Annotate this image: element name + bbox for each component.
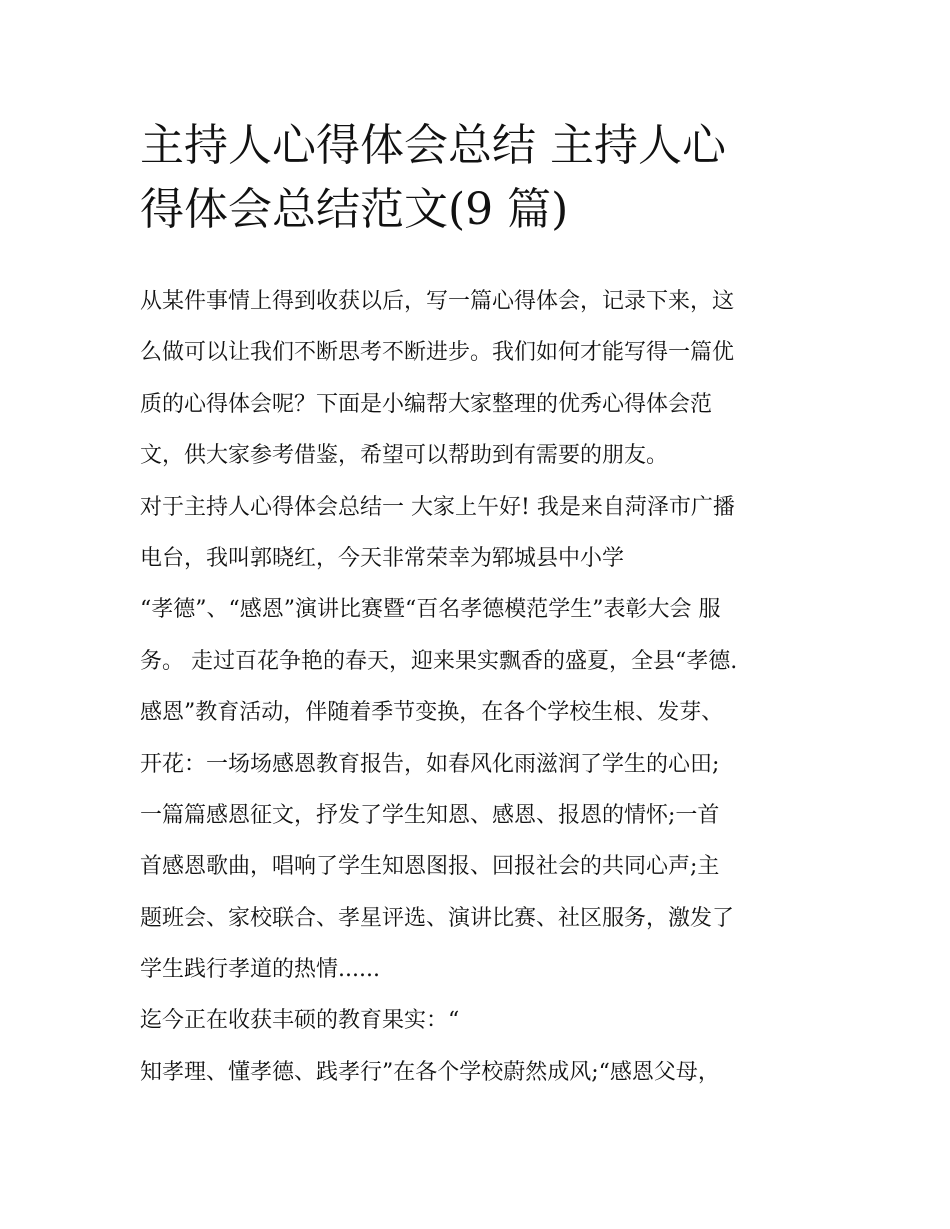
body-line: 迄今正在收获丰硕的教育果实：“: [140, 1008, 460, 1034]
body-line: 从某件事情上得到收获以后，写一篇心得体会，记录下来，这: [140, 289, 735, 314]
body-line: 对于主持人心得体会总结一 大家上午好! 我是来自菏泽市广播: [140, 494, 735, 520]
body-line: 务。 走过百花争艳的春天，迎来果实飘香的盛夏，全县“孝德.: [140, 648, 738, 674]
body-line: 知孝理、懂孝德、践孝行”在各个学校蔚然成风;“感恩父母，: [140, 1059, 720, 1085]
body-line: 电台，我叫郭晓红，今天非常荣幸为郓城县中小学: [140, 545, 625, 571]
document-body: [140, 276, 830, 1098]
body-line: “孝德”、“感恩”演讲比赛暨“百名孝德模范学生”表彰大会 服: [140, 597, 721, 623]
title-line: 得体会总结范文(9 篇): [140, 184, 569, 235]
document-title: [140, 114, 820, 242]
body-line: 题班会、家校联合、孝星评选、演讲比赛、社区服务，激发了: [140, 905, 735, 931]
body-line: 开花：一场场感恩教育报告，如春风化雨滋润了学生的心田;: [140, 751, 720, 777]
body-line: 一篇篇感恩征文，抒发了学生知恩、感恩、报恩的情怀;一首: [140, 802, 720, 828]
body-line: 感恩”教育活动，伴随着季节变换，在各个学校生根、发芽、: [140, 700, 724, 726]
body-line: 学生践行孝道的热情......: [140, 957, 380, 983]
body-line: 质的心得体会呢？下面是小编帮大家整理的优秀心得体会范: [140, 391, 713, 417]
body-line: 文，供大家参考借鉴，希望可以帮助到有需要的朋友。: [140, 443, 669, 469]
body-line: 么做可以让我们不断思考不断进步。我们如何才能写得一篇优: [140, 340, 735, 366]
body-line: 首感恩歌曲，唱响了学生知恩图报、回报社会的共同心声;主: [140, 854, 720, 880]
title-line: 主持人心得体会总结 主持人心: [140, 120, 726, 171]
